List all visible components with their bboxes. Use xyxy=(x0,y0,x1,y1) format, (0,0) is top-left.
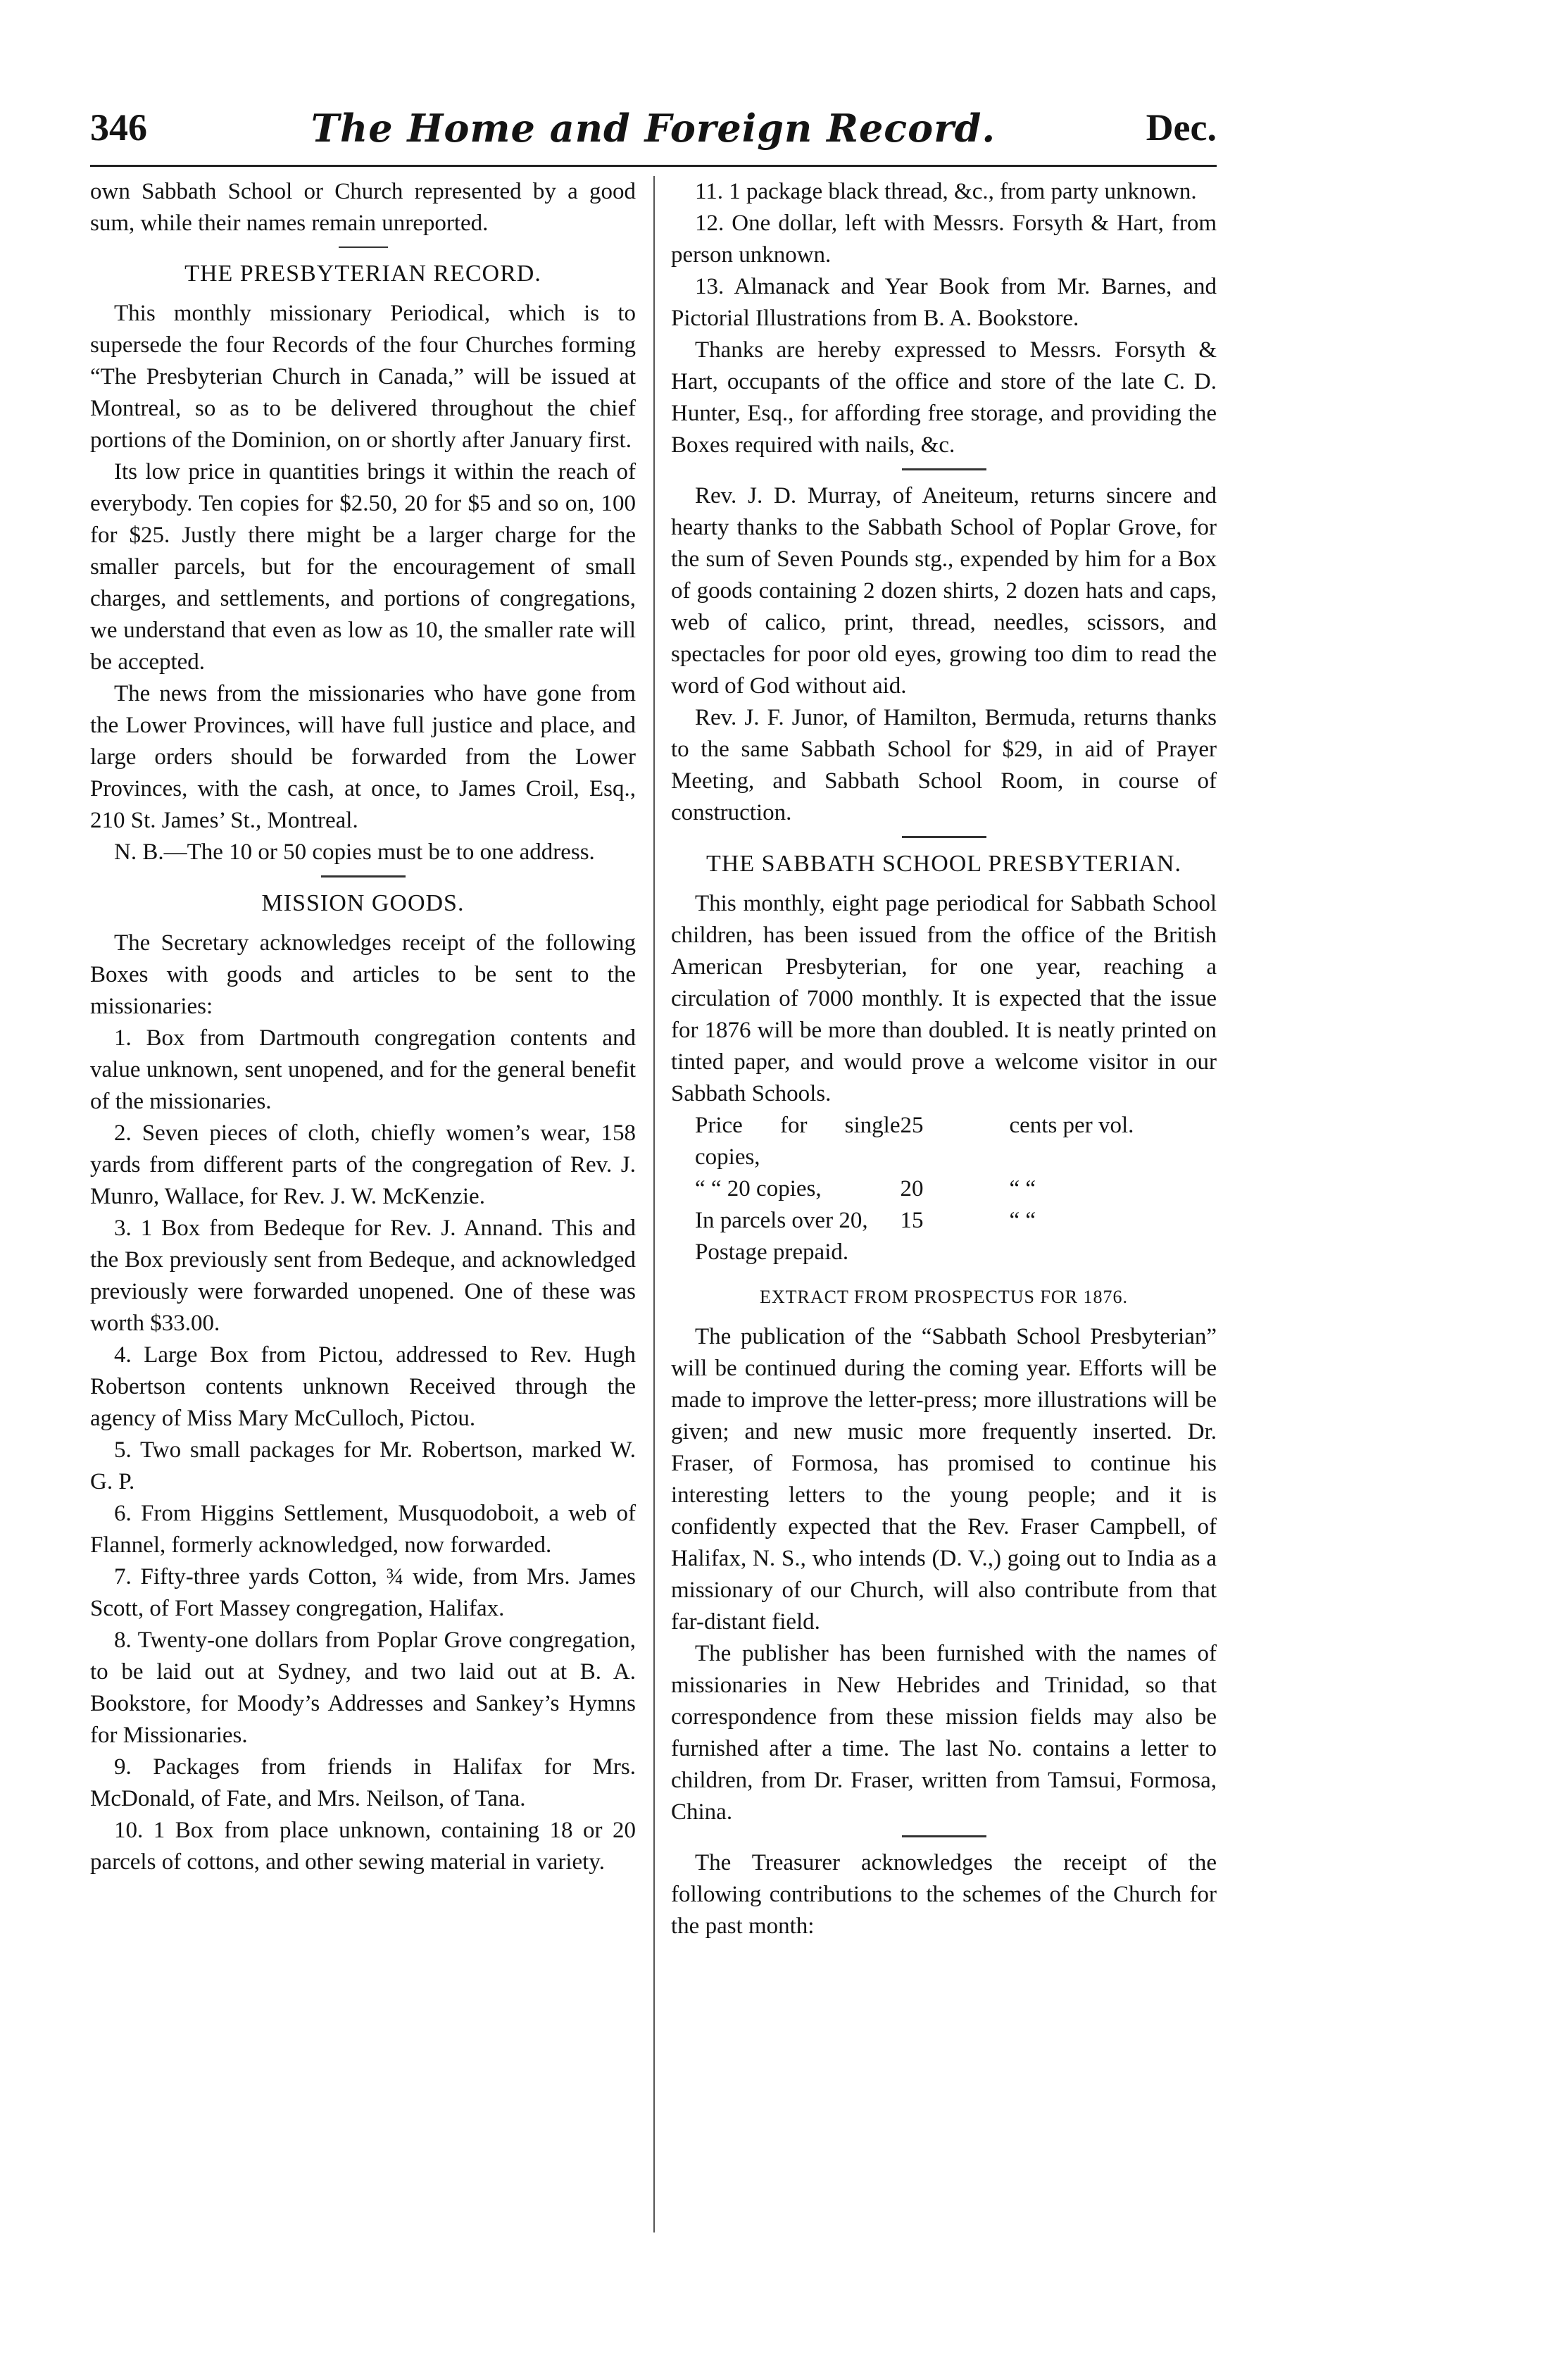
list-item: 3. 1 Box from Bedeque for Rev. J. Annand. This and the Box previously sent from Bedeque, and acknowledged previously were forwarded unopened. One of these was worth $33.00. xyxy=(90,1216,636,1336)
table-row xyxy=(671,1173,1217,1205)
price-unit: “ “ xyxy=(1009,1208,1036,1233)
right-column xyxy=(671,176,1217,1942)
paragraph: N. B.—The 10 or 50 copies must be to one address. xyxy=(114,839,595,865)
list-item: 13. Almanack and Year Book from Mr. Barnes, and Pictorial Illustrations from B. A. Bookstore. xyxy=(671,274,1217,331)
list-item: 1. Box from Dartmouth congregation contents and value unknown, sent unopened, and for the general benefit of the missionaries. xyxy=(90,1025,636,1114)
price-label: “ “ 20 copies, xyxy=(695,1176,822,1201)
list-item: 8. Twenty-one dollars from Poplar Grove congregation, to be laid out at Sydney, and two laid out at B. A. Bookstore, for Moody’s Addresses and Sankey’s Hymns for Missionaries. xyxy=(90,1628,636,1748)
column-divider xyxy=(653,176,655,2232)
section-rule xyxy=(902,836,986,838)
paragraph: Rev. J. D. Murray, of Aneiteum, returns sincere and hearty thanks to the Sabbath School of Poplar Grove, for the sum of Seven Pounds stg., expended by him for a Box of goods containing 2 dozen shirts, 2 dozen hats and caps, web of calico, print, thread, needles, scissors, and spectacles for poor old eyes, growing too dim to read the word of God without aid. xyxy=(671,483,1217,699)
price-unit: cents per vol. xyxy=(1009,1113,1134,1138)
price-label: Price for single copies, xyxy=(695,1113,901,1170)
list-item: 10. 1 Box from place unknown, containing 18 or 20 parcels of cottons, and other sewing material in variety. xyxy=(90,1818,636,1875)
price-value: 25 xyxy=(900,1113,924,1138)
section-rule xyxy=(321,875,406,878)
section-heading-mission-goods: MISSION GOODS. xyxy=(261,890,465,916)
section-heading-extract: EXTRACT FROM PROSPECTUS FOR 1876. xyxy=(759,1287,1129,1307)
list-item: 12. One dollar, left with Messrs. Forsyth & Hart, from person unknown. xyxy=(671,211,1217,268)
continued-paragraph: own Sabbath School or Church represented by a good sum, while their names remain unreported. xyxy=(90,179,636,236)
section-rule xyxy=(902,1835,986,1837)
price-unit: “ “ xyxy=(1009,1176,1036,1201)
table-row xyxy=(671,1110,1217,1173)
section-rule xyxy=(902,468,986,470)
price-value: 15 xyxy=(900,1208,924,1233)
list-item: 11. 1 package black thread, &c., from party unknown. xyxy=(695,179,1197,204)
section-heading-presbyterian-record: THE PRESBYTERIAN RECORD. xyxy=(184,261,541,287)
paragraph: This monthly, eight page periodical for Sabbath School children, has been issued from the office of the British American Presbyterian, for one year, reaching a circulation of 7000 monthly. It is expected that the issue for 1876 will be more than doubled. It is neatly printed on tinted paper, and would prove a welcome visitor in our Sabbath Schools. xyxy=(671,891,1217,1106)
paragraph: Thanks are hereby expressed to Messrs. Forsyth & Hart, occupants of the office and store of the late C. D. Hunter, Esq., for affording free storage, and providing the Boxes required with nails, &c. xyxy=(671,337,1217,458)
running-header xyxy=(90,106,1217,149)
section-rule xyxy=(339,246,388,248)
section-heading-sabbath-school-presbyterian: THE SABBATH SCHOOL PRESBYTERIAN. xyxy=(706,851,1181,877)
list-item: 6. From Higgins Settlement, Musquodoboit, a web of Flannel, formerly acknowledged, now forwarded. xyxy=(90,1501,636,1558)
list-item: 9. Packages from friends in Halifax for Mrs. McDonald, of Fate, and Mrs. Neilson, of Tana. xyxy=(90,1754,636,1811)
paragraph: Postage prepaid. xyxy=(695,1239,849,1265)
paragraph: The Treasurer acknowledges the receipt of the following contributions to the schemes of the Church for the past month: xyxy=(671,1850,1217,1939)
table-row xyxy=(671,1205,1217,1237)
paragraph: Its low price in quantities brings it within the reach of everybody. Ten copies for $2.50, 20 for $5 and so on, 100 for $25. Justly there might be a larger charge for the smaller parcels, but for the encouragement of small charges, and settlements, and portions of congregations, we understand that even as low as 10, the smaller rate will be accepted. xyxy=(90,459,636,675)
left-column xyxy=(90,176,636,1878)
running-title: The Home and Foreign Record. xyxy=(311,106,996,151)
list-item: 4. Large Box from Pictou, addressed to Rev. Hugh Robertson contents unknown Received through the agency of Miss Mary McCulloch, Pictou. xyxy=(90,1342,636,1431)
paragraph: The publication of the “Sabbath School Presbyterian” will be continued during the coming year. Efforts will be made to improve the letter-press; more illustrations will be given; and new music more frequently inserted. Dr. Fraser, of Formosa, has promised to continue his interesting letters to the young people; and it is confidently expected that the Rev. Fraser Campbell, of Halifax, N. S., who intends (D. V.,) going out to India as a missionary of our Church, will also contribute from that far-distant field. xyxy=(671,1324,1217,1635)
paragraph: Rev. J. F. Junor, of Hamilton, Bermuda, returns thanks to the same Sabbath School for $29, in aid of Prayer Meeting, and Sabbath School Room, in course of construction. xyxy=(671,705,1217,825)
list-item: 2. Seven pieces of cloth, chiefly women’s wear, 158 yards from different parts of the congregation of Rev. J. Munro, Wallace, for Rev. J. W. McKenzie. xyxy=(90,1120,636,1209)
list-item: 7. Fifty-three yards Cotton, ¾ wide, from Mrs. James Scott, of Fort Massey congregation, Halifax. xyxy=(90,1564,636,1621)
page-number: 346 xyxy=(90,106,147,149)
price-label: In parcels over 20, xyxy=(695,1208,868,1233)
paragraph: This monthly missionary Periodical, which is to supersede the four Records of the four Churches forming “The Presbyterian Church in Canada,” will be issued at Montreal, so as to be delivered throughout the chief portions of the Dominion, on or shortly after January first. xyxy=(90,301,636,453)
price-value: 20 xyxy=(900,1176,924,1201)
page xyxy=(90,106,1217,1939)
price-table xyxy=(671,1110,1217,1237)
running-month: Dec. xyxy=(1146,106,1217,149)
list-item: 5. Two small packages for Mr. Robertson, marked W. G. P. xyxy=(90,1437,636,1494)
paragraph: The Secretary acknowledges receipt of the following Boxes with goods and articles to be sent to the missionaries: xyxy=(90,930,636,1019)
paragraph: The publisher has been furnished with the names of missionaries in New Hebrides and Trinidad, so that correspondence from these mission fields may also be furnished after a time. The last No. contains a letter to children, from Dr. Fraser, written from Tamsui, Formosa, China. xyxy=(671,1641,1217,1825)
paragraph: The news from the missionaries who have gone from the Lower Provinces, will have full justice and place, and large orders should be forwarded from the Lower Provinces, with the cash, at once, to James Croil, Esq., 210 St. James’ St., Montreal. xyxy=(90,681,636,833)
header-rule xyxy=(90,165,1217,167)
